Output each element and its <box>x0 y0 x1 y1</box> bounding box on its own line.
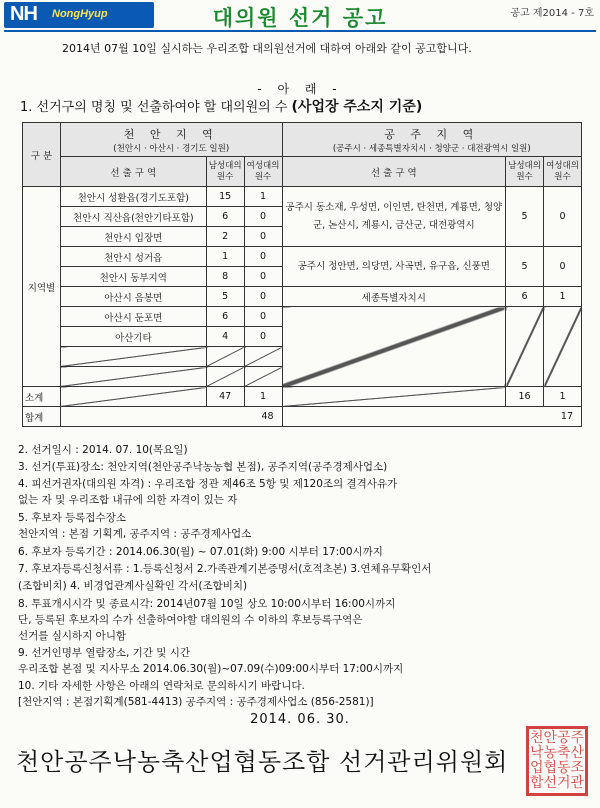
subtotal-label: 소계 <box>23 387 61 407</box>
right-male: 6 <box>506 287 544 307</box>
item-8: 8. 투표개시시각 및 종료시각: 2014년07월 10일 상오 10:00시부터 16:00시까지 <box>18 598 396 610</box>
header-rule <box>4 30 596 32</box>
table-row <box>23 287 582 307</box>
item-9: 9. 선거인명부 열람장소, 기간 및 시간 <box>18 647 191 659</box>
empty-diagonal-cell <box>506 307 544 387</box>
right-male-total: 16 <box>506 387 544 407</box>
header-female-left: 여성대의원수 <box>244 157 282 187</box>
item-3: 3. 선거(투표)장소: 천안지역(천안공주낙농농협 본점), 공주지역(공주경제사업소) <box>18 461 388 473</box>
section1-title-text: 1. 선거구의 명칭 및 선출하여야 할 대의원의 수 <box>20 100 288 115</box>
item-8-cont: 단, 등록된 후보자의 수가 선출하여야할 대의원의 수 이하의 후보등록구역은 <box>18 614 363 626</box>
left-female: 0 <box>244 307 282 327</box>
area1-name: 천 안 지 역 <box>123 127 219 141</box>
area2-sub: (공주시 · 세종특별자치시 · 청양군 · 대전광역시 일원) <box>332 143 531 154</box>
empty-diagonal-cell <box>282 387 506 407</box>
right-total: 17 <box>282 407 581 427</box>
left-total: 48 <box>60 407 282 427</box>
subtotal-row <box>23 387 582 407</box>
left-district: 아산시 음봉면 <box>60 287 206 307</box>
right-district: 공주시 동소재, 우성면, 이인면, 탄천면, 계룡면, 청양군, 논산시, 계룡시, 금산군, 대전광역시 <box>282 187 506 247</box>
item-10-cont: [천안지역 : 본점기획계(581-4413) 공주지역 : 공주경제사업소 (856-2581)] <box>18 696 374 708</box>
total-row <box>23 407 582 427</box>
left-district: 천안시 직산읍(천안기타포함) <box>60 207 206 227</box>
header-area2 <box>282 123 581 157</box>
left-male: 15 <box>206 187 244 207</box>
empty-diagonal-cell <box>282 307 506 387</box>
left-district: 천안시 성환읍(경기도포함) <box>60 187 206 207</box>
left-female: 0 <box>244 327 282 347</box>
right-female: 0 <box>544 187 582 247</box>
header-male-left: 남성대의원수 <box>206 157 244 187</box>
header-gubun: 구 분 <box>23 123 61 187</box>
right-female: 1 <box>544 287 582 307</box>
table-row <box>23 247 582 267</box>
header-female-right: 여성대의원수 <box>544 157 582 187</box>
left-female: 0 <box>244 247 282 267</box>
arae-heading: - 아 래 - <box>257 82 343 96</box>
empty-diagonal-cell <box>244 367 282 387</box>
left-district: 아산기타 <box>60 327 206 347</box>
left-district: 천안시 동부지역 <box>60 267 206 287</box>
header-district-right: 선 출 구 역 <box>282 157 506 187</box>
empty-diagonal-cell <box>206 347 244 367</box>
total-label: 합계 <box>23 407 61 427</box>
item-9-cont: 우리조합 본점 및 지사무소 2014.06.30(월)~07.09(수)09:00시부터 17:00시까지 <box>18 663 404 675</box>
empty-diagonal-cell <box>544 307 582 387</box>
area2-name: 공 주 지 역 <box>384 127 480 141</box>
organization-name: 천안공주낙농축산업협동조합 선거관리위원회 <box>16 748 509 776</box>
header-district-left: 선 출 구 역 <box>60 157 206 187</box>
left-district: 천안시 성거읍 <box>60 247 206 267</box>
item-10: 10. 기타 자세한 사항은 아래의 연락처로 문의하시기 바랍니다. <box>18 680 305 692</box>
left-female: 0 <box>244 227 282 247</box>
left-female: 0 <box>244 267 282 287</box>
official-seal: 천안공주 낙농축산 업협동조 합선거관 <box>526 726 588 796</box>
left-male: 8 <box>206 267 244 287</box>
right-male: 5 <box>506 247 544 287</box>
intro-text: 2014년 07월 10일 실시하는 우리조합 대의원선거에 대하여 아래와 같이 공고합니다. <box>62 42 472 55</box>
right-female-total: 1 <box>544 387 582 407</box>
empty-diagonal-cell <box>60 387 206 407</box>
left-district: 아산시 둔포면 <box>60 307 206 327</box>
item-8-cont2: 선거를 실시하지 아니함 <box>18 630 127 642</box>
item-4-cont: 없는 자 및 우리조합 내규에 의한 자격이 있는 자 <box>18 494 238 506</box>
left-male: 2 <box>206 227 244 247</box>
item-5: 5. 후보자 등록접수장소 <box>18 512 126 524</box>
item-7: 7. 후보자등록신청서류 : 1.등록신청서 2.가족관계기본증명서(호적초본) 3.연체유무확인서 <box>18 563 432 575</box>
item-4: 4. 피선거권자(대의원 자격) : 우리조합 정관 제46조 5항 및 제120조의 결격사유가 <box>18 478 398 490</box>
logo-brand: NongHyup <box>52 8 108 20</box>
notice-title: 대의원 선거 공고 <box>212 6 388 30</box>
empty-diagonal-cell <box>206 367 244 387</box>
district-table <box>22 122 582 427</box>
empty-diagonal-cell <box>244 347 282 367</box>
empty-diagonal-cell <box>60 347 206 367</box>
section1-title <box>20 96 422 116</box>
table-row <box>23 307 582 327</box>
logo-text: NH <box>10 3 37 25</box>
left-male: 5 <box>206 287 244 307</box>
left-female: 0 <box>244 207 282 227</box>
row-label-region: 지역별 <box>23 187 61 387</box>
left-male: 4 <box>206 327 244 347</box>
doc-number: 공고 제2014 - 7호 <box>510 8 594 19</box>
left-female: 1 <box>244 187 282 207</box>
empty-diagonal-cell <box>60 367 206 387</box>
item-2: 2. 선거일시 : 2014. 07. 10(목요일) <box>18 444 188 456</box>
section1-title-bold: (사업장 주소지 기준) <box>291 99 423 115</box>
item-6: 6. 후보자 등록기간 : 2014.06.30(월) ~ 07.01(화) 9:00 시부터 17:00시까지 <box>18 546 383 558</box>
header-area1 <box>60 123 282 157</box>
item-7-cont: (조합비치) 4. 비경업관계사실확인 각서(조합비치) <box>18 580 248 592</box>
header <box>0 0 600 34</box>
right-district: 세종특별자치시 <box>282 287 506 307</box>
area1-sub: (천안시 · 아산시 · 경기도 일원) <box>113 143 230 154</box>
left-female: 0 <box>244 287 282 307</box>
item-5-cont: 천안지역 : 본점 기획계, 공주지역 : 공주경제사업소 <box>18 528 252 540</box>
notice-date: 2014. 06. 30. <box>250 712 350 727</box>
right-male: 5 <box>506 187 544 247</box>
left-male: 1 <box>206 247 244 267</box>
left-male: 6 <box>206 307 244 327</box>
header-male-right: 남성대의원수 <box>506 157 544 187</box>
table-row <box>23 187 582 207</box>
left-male: 6 <box>206 207 244 227</box>
left-female-total: 1 <box>244 387 282 407</box>
right-female: 0 <box>544 247 582 287</box>
right-district: 공주시 정안면, 의당면, 사곡면, 유구읍, 신풍면 <box>282 247 506 287</box>
left-district: 천안시 입장면 <box>60 227 206 247</box>
left-male-total: 47 <box>206 387 244 407</box>
